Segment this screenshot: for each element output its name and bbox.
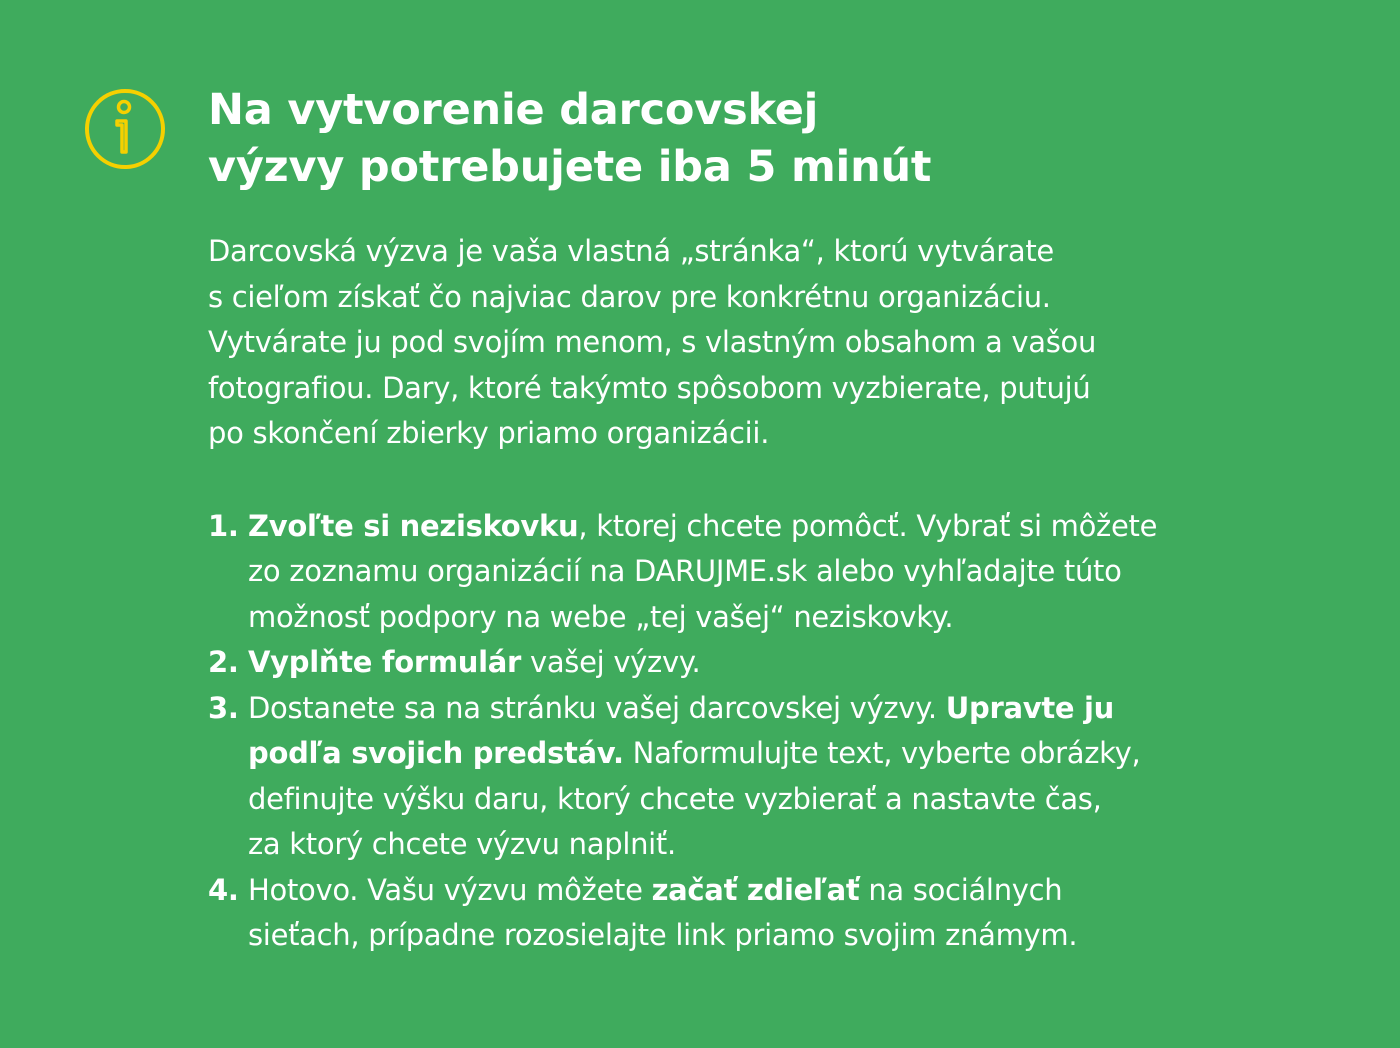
step-number: 1. xyxy=(208,508,239,543)
step-text: Dostanete sa na stránku vašej darcovskej výzvy. xyxy=(248,690,946,725)
step-bold: Vyplňte formulár xyxy=(248,645,522,679)
intro-paragraph xyxy=(208,229,1358,457)
step-text: , ktorej chcete pomôcť. Vybrať si môžete xyxy=(578,508,1158,543)
step-line xyxy=(248,868,1358,914)
list-item xyxy=(208,868,1358,959)
intro-line: Vytvárate ju pod svojím menom, s vlastným obsahom a vašou xyxy=(208,325,1097,359)
step-bold: podľa svojich predstáv. xyxy=(248,736,624,770)
intro-line: Darcovská výzva je vaša vlastná „stránka“, ktorú vytvárate xyxy=(208,234,1054,268)
step-line xyxy=(248,731,1358,777)
title-line: výzvy potrebujete iba 5 minút xyxy=(208,142,932,192)
step-text: na sociálnych xyxy=(859,872,1063,907)
step-bold: Upravte ju xyxy=(945,690,1115,725)
list-item xyxy=(208,640,1358,686)
step-line xyxy=(248,686,1358,732)
step-line: sieťach, prípadne rozosielajte link priamo svojim známym. xyxy=(248,918,1078,952)
intro-line: s cieľom získať čo najviac darov pre konkrétnu organizáciu. xyxy=(208,279,1051,314)
title-line: Na vytvorenie darcovskej xyxy=(208,85,819,135)
steps-list xyxy=(208,504,1358,959)
step-line xyxy=(248,504,1358,550)
step-bold: začať zdieľať xyxy=(651,872,860,907)
intro-line: fotografiou. Dary, ktoré takýmto spôsobom vyzbierate, putujú xyxy=(208,370,1091,405)
step-line: zo zoznamu organizácií na DARUJME.sk alebo vyhľadajte túto xyxy=(248,554,1122,588)
info-icon xyxy=(84,88,166,170)
list-item xyxy=(208,686,1358,868)
page-title xyxy=(208,82,1358,196)
content xyxy=(208,82,1358,959)
step-line: možnosť podpory na webe „tej vašej“ neziskovky. xyxy=(248,599,954,634)
step-text: Naformulujte text, vyberte obrázky, xyxy=(623,736,1141,770)
step-number: 4. xyxy=(208,872,239,907)
intro-line: po skončení zbierky priamo organizácii. xyxy=(208,416,770,450)
step-text: vašej výzvy. xyxy=(521,645,701,679)
step-number: 3. xyxy=(208,690,239,725)
step-line xyxy=(248,640,1358,686)
list-item xyxy=(208,504,1358,641)
step-number: 2. xyxy=(208,645,239,679)
step-bold: Zvoľte si neziskovku xyxy=(248,508,579,543)
step-line: za ktorý chcete výzvu naplniť. xyxy=(248,827,676,861)
step-line: definujte výšku daru, ktorý chcete vyzbierať a nastavte čas, xyxy=(248,781,1102,816)
step-text: Hotovo. Vašu výzvu môžete xyxy=(248,872,652,907)
